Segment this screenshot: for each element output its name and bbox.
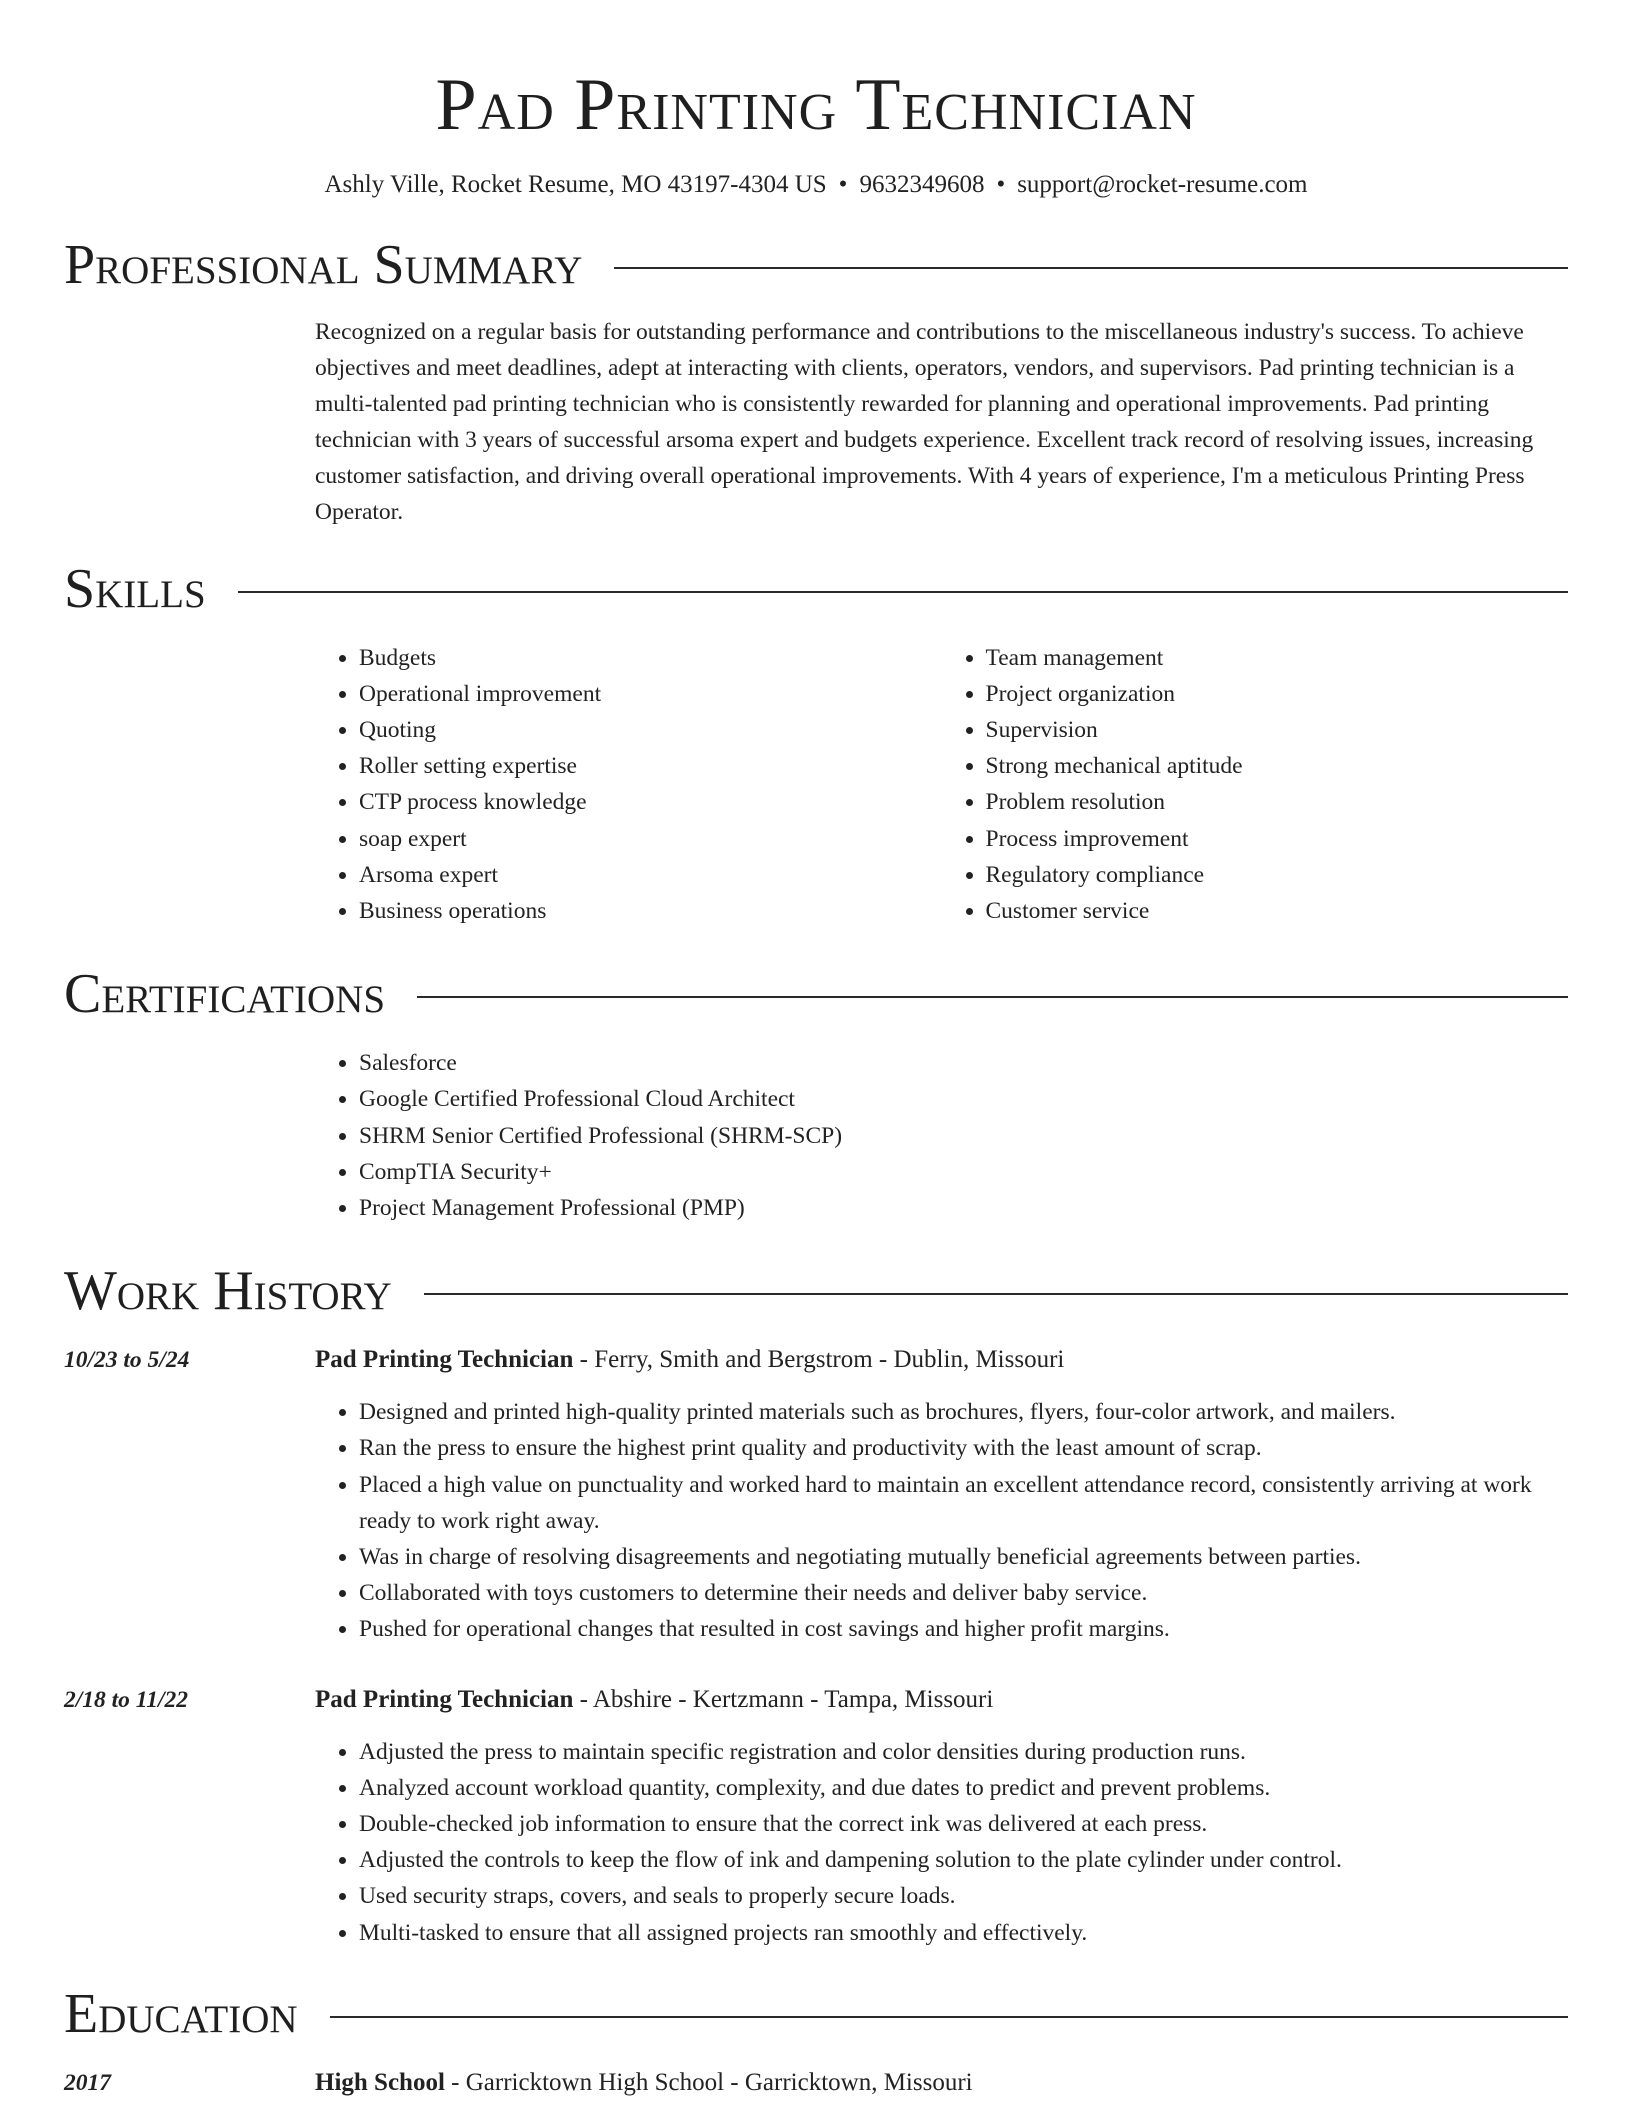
contact-line (64, 168, 1568, 202)
job-bullet: • Designed and printed high-quality printed materials such as brochures, flyers, four-color artwork, and mailers. (359, 1394, 1554, 1430)
education-school: - Garricktown High School - Garricktown, Missouri (444, 2068, 973, 2096)
job-company: - Ferry, Smith and Bergstrom - Dublin, Missouri (573, 1346, 1065, 1374)
certification-item: • Salesforce (359, 1045, 1568, 1081)
skills-column-left (315, 640, 942, 930)
skill-item: • Budgets (359, 640, 942, 676)
section-divider (424, 1293, 1568, 1295)
certification-item: • Google Certified Professional Cloud Architect (359, 1081, 1568, 1117)
education-entry (64, 2065, 1568, 2101)
certification-item: • SHRM Senior Certified Professional (SHRM-SCP) (359, 1118, 1568, 1154)
contact-phone: 9632349608 (859, 171, 985, 198)
job-bullet: • Analyzed account workload quantity, complexity, and due dates to predict and prevent problems. (359, 1770, 1554, 1806)
job-body (315, 1342, 1568, 1647)
certifications-bullets (315, 1045, 1568, 1226)
job-title-line (315, 1342, 1568, 1378)
education-degree: High School (315, 2068, 445, 2096)
job-dates: 2/18 to 11/22 (64, 1686, 189, 1713)
job-bullets (315, 1394, 1554, 1647)
education-title: Education (64, 1982, 298, 2045)
education-year: 2017 (64, 2069, 111, 2096)
job-bullet: • Collaborated with toys customers to determine their needs and deliver baby service. (359, 1575, 1554, 1611)
job-bullet: • Ran the press to ensure the highest print quality and productivity with the least amount of scrap. (359, 1430, 1554, 1466)
work-title: Work History (64, 1260, 392, 1323)
education-body (315, 2065, 1568, 2101)
skills-list (315, 640, 1568, 930)
skill-item: • Process improvement (986, 821, 1569, 857)
skill-item: • Quoting (359, 712, 942, 748)
contact-email: support@rocket-resume.com (1017, 171, 1308, 198)
contact-address: Ashly Ville, Rocket Resume, MO 43197-4304 US (324, 171, 827, 198)
skill-item: • Problem resolution (986, 784, 1569, 820)
job-role: Pad Printing Technician (315, 1685, 574, 1713)
skills-section-header (64, 554, 1568, 624)
skill-item: • Customer service (986, 893, 1569, 929)
education-line (315, 2065, 1568, 2101)
work-section-header (64, 1256, 1568, 1326)
certifications-list (315, 1045, 1568, 1226)
job-company: - Abshire - Kertzmann - Tampa, Missouri (573, 1685, 994, 1713)
job-bullet: • Placed a high value on punctuality and worked hard to maintain an excellent attendance record, consistently arriving at work ready to work right away. (359, 1467, 1554, 1539)
skill-item: • Arsoma expert (359, 857, 942, 893)
job-bullet: • Multi-tasked to ensure that all assigned projects ran smoothly and effectively. (359, 1915, 1554, 1951)
skill-item: • CTP process knowledge (359, 784, 942, 820)
resume-page (64, 0, 1568, 2101)
job-bullet: • Was in charge of resolving disagreements and negotiating mutually beneficial agreements between parties. (359, 1539, 1554, 1575)
resume-name: Pad Printing Technician (435, 64, 1197, 146)
skill-item: • Business operations (359, 893, 942, 929)
job-bullet: • Adjusted the controls to keep the flow of ink and dampening solution to the plate cylinder under control. (359, 1842, 1554, 1878)
skill-item: • Operational improvement (359, 676, 942, 712)
section-divider (417, 996, 1568, 998)
job-bullet: • Used security straps, covers, and seals to properly secure loads. (359, 1878, 1554, 1914)
skills-title: Skills (64, 557, 206, 620)
job-bullet: • Adjusted the press to maintain specific registration and color densities during production runs. (359, 1734, 1554, 1770)
skill-item: • Supervision (986, 712, 1569, 748)
job-entry (64, 1682, 1568, 1951)
job-bullets (315, 1734, 1554, 1951)
skill-item: • Strong mechanical aptitude (986, 748, 1569, 784)
skill-item: • Regulatory compliance (986, 857, 1569, 893)
summary-text: Recognized on a regular basis for outstanding performance and contributions to the miscellaneous industry's success. To achieve objectives and meet deadlines, adept at interacting with clients, operators, vendors, and supervisors. Pad printing technician is a multi-talented pad printing technician who is consistently rewarded for planning and operational improvements. Pad printing technician with 3 years of successful arsoma expert and budgets experience. Excellent track record of resolving issues, increasing customer satisfaction, and driving overall operational improvements. With 4 years of experience, I'm a meticulous Printing Press Operator. (315, 319, 1534, 525)
job-bullet: • Double-checked job information to ensure that the correct ink was delivered at each press. (359, 1806, 1554, 1842)
education-section-header (64, 1979, 1568, 2049)
section-divider (614, 267, 1568, 269)
certification-item: • Project Management Professional (PMP) (359, 1190, 1568, 1226)
certifications-title: Certifications (64, 963, 386, 1026)
certifications-section-header (64, 959, 1568, 1029)
job-entry (64, 1342, 1568, 1647)
job-title-line (315, 1682, 1568, 1718)
summary-title: Professional Summary (64, 234, 583, 296)
job-body (315, 1682, 1568, 1951)
skill-item: • Project organization (986, 676, 1569, 712)
contact-separator: • (996, 171, 1006, 198)
skill-item: • Roller setting expertise (359, 748, 942, 784)
certification-item: • CompTIA Security+ (359, 1154, 1568, 1190)
summary-section-header (64, 230, 1568, 300)
job-role: Pad Printing Technician (315, 1346, 574, 1374)
section-divider (238, 591, 1568, 593)
skill-item: • soap expert (359, 821, 942, 857)
job-dates: 10/23 to 5/24 (64, 1347, 190, 1374)
contact-separator: • (838, 171, 848, 198)
skills-column-right (942, 640, 1569, 930)
skill-item: • Team management (986, 640, 1569, 676)
section-divider (330, 2016, 1568, 2018)
job-bullet: • Pushed for operational changes that resulted in cost savings and higher profit margins. (359, 1611, 1554, 1647)
